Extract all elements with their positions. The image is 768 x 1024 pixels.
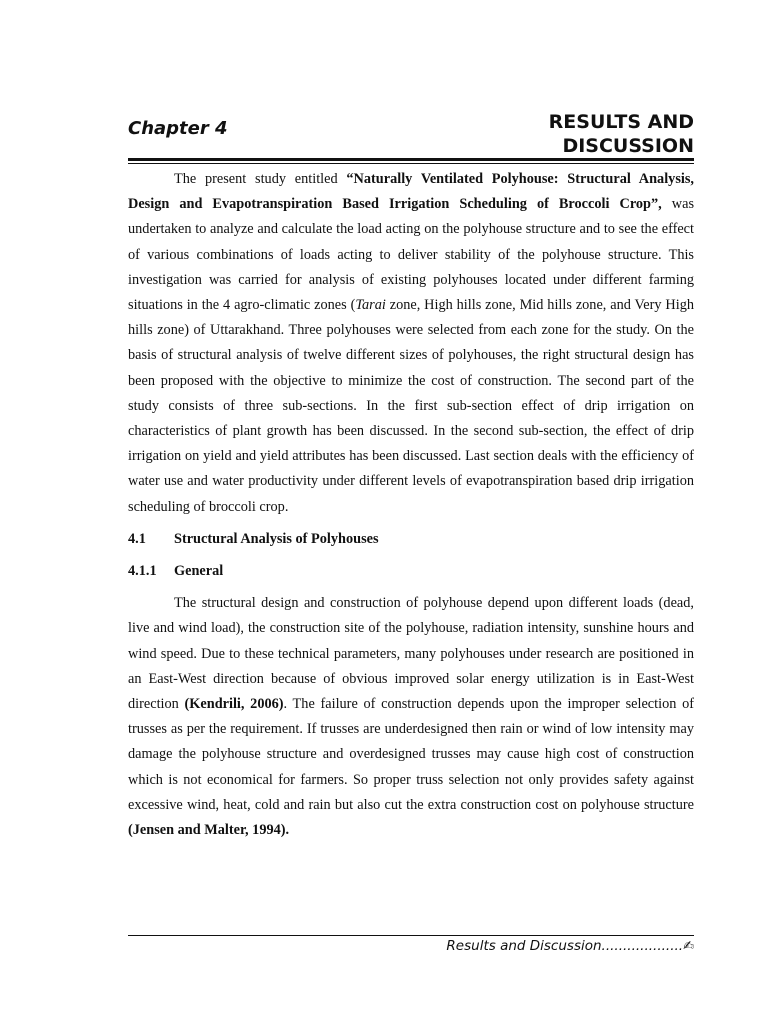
page-footer — [446, 938, 694, 954]
subsection-number: 4.1.1 — [128, 563, 157, 580]
chapter-title-line1: RESULTS AND — [548, 111, 694, 133]
intro-text-2: zone, High hills zone, Mid hills zone, and Very High hills zone) of Uttarakhand. Three polyhouses were selected from each zone for the study. On the basis of structural analysis of twelve different sizes of polyhouses, the right structural design has been proposed with the objective to minimize the cost of construction. The second part of the study consists of three sub-sections. In the first sub-section effect of drip irrigation on characteristics of plant growth has been discussed. In the second sub-section, the effect of drip irrigation on yield and yield attributes has been discussed. Last section deals with the efficiency of water use and water productivity under different levels of evapotranspiration based drip irrigation scheduling of broccoli crop. — [128, 297, 694, 515]
section-heading-4-1-1 — [128, 559, 694, 584]
tarai-zone-italic: Tarai — [355, 297, 386, 314]
intro-text-1: was undertaken to analyze and calculate the load acting on the polyhouse structure and to see the effect of various combinations of loads acting to deliver stability of the polyhouse structure. This investigation was carried for analysis of existing polyhouses located under different farming situations in the 4 agro-climatic zones ( — [128, 196, 695, 314]
header-rule-thick — [128, 158, 694, 161]
document-body — [128, 167, 694, 843]
footer-label: Results and Discussion................... — [446, 938, 684, 954]
intro-paragraph — [128, 167, 694, 520]
citation-jensen-malter: (Jensen and Malter, 1994). — [128, 822, 290, 839]
chapter-label: Chapter 4 — [128, 118, 228, 139]
citation-kendrili: (Kendrili, 2006) — [184, 696, 284, 713]
general-text-2: . The failure of construction depends upon the improper selection of trusses as per the requirement. If trusses are underdesigned then rain or wind of low intensity may damage the polyhouse structure and overdesigned trusses may cause high cost of construction which is not economical for farmers. So proper truss selection not only provides safety against excessive wind, heat, cold and rain but also cut the extra construction cost on polyhouse structure — [128, 696, 694, 813]
section-heading-4-1 — [128, 527, 694, 552]
section-title: Structural Analysis of Polyhouses — [174, 530, 379, 547]
footer-rule — [128, 935, 694, 936]
chapter-header — [128, 110, 694, 158]
study-title: “Naturally Ventilated Polyhouse: Structural Analysis, Design and Evapotranspiration Based Irrigation Scheduling of Broccoli Crop”, — [128, 171, 694, 213]
subsection-title: General — [174, 563, 224, 580]
general-paragraph — [128, 591, 694, 843]
chapter-title — [549, 110, 694, 158]
intro-lead: The present study entitled — [174, 171, 347, 187]
header-rule-thin — [128, 163, 694, 164]
section-number: 4.1 — [128, 530, 146, 547]
writing-hand-icon: ✍ — [683, 939, 694, 954]
general-text-1: The structural design and construction of polyhouse depend upon different loads (dead, live and wind load), the construction site of the polyhouse, radiation intensity, sunshine hours and wind speed. Due to these technical parameters, many polyhouses under research are positioned in an East-West direction because of obvious improved solar energy utilization is in East-West direction — [128, 595, 694, 713]
chapter-title-line2: DISCUSSION — [562, 135, 694, 157]
document-page — [128, 0, 694, 1024]
